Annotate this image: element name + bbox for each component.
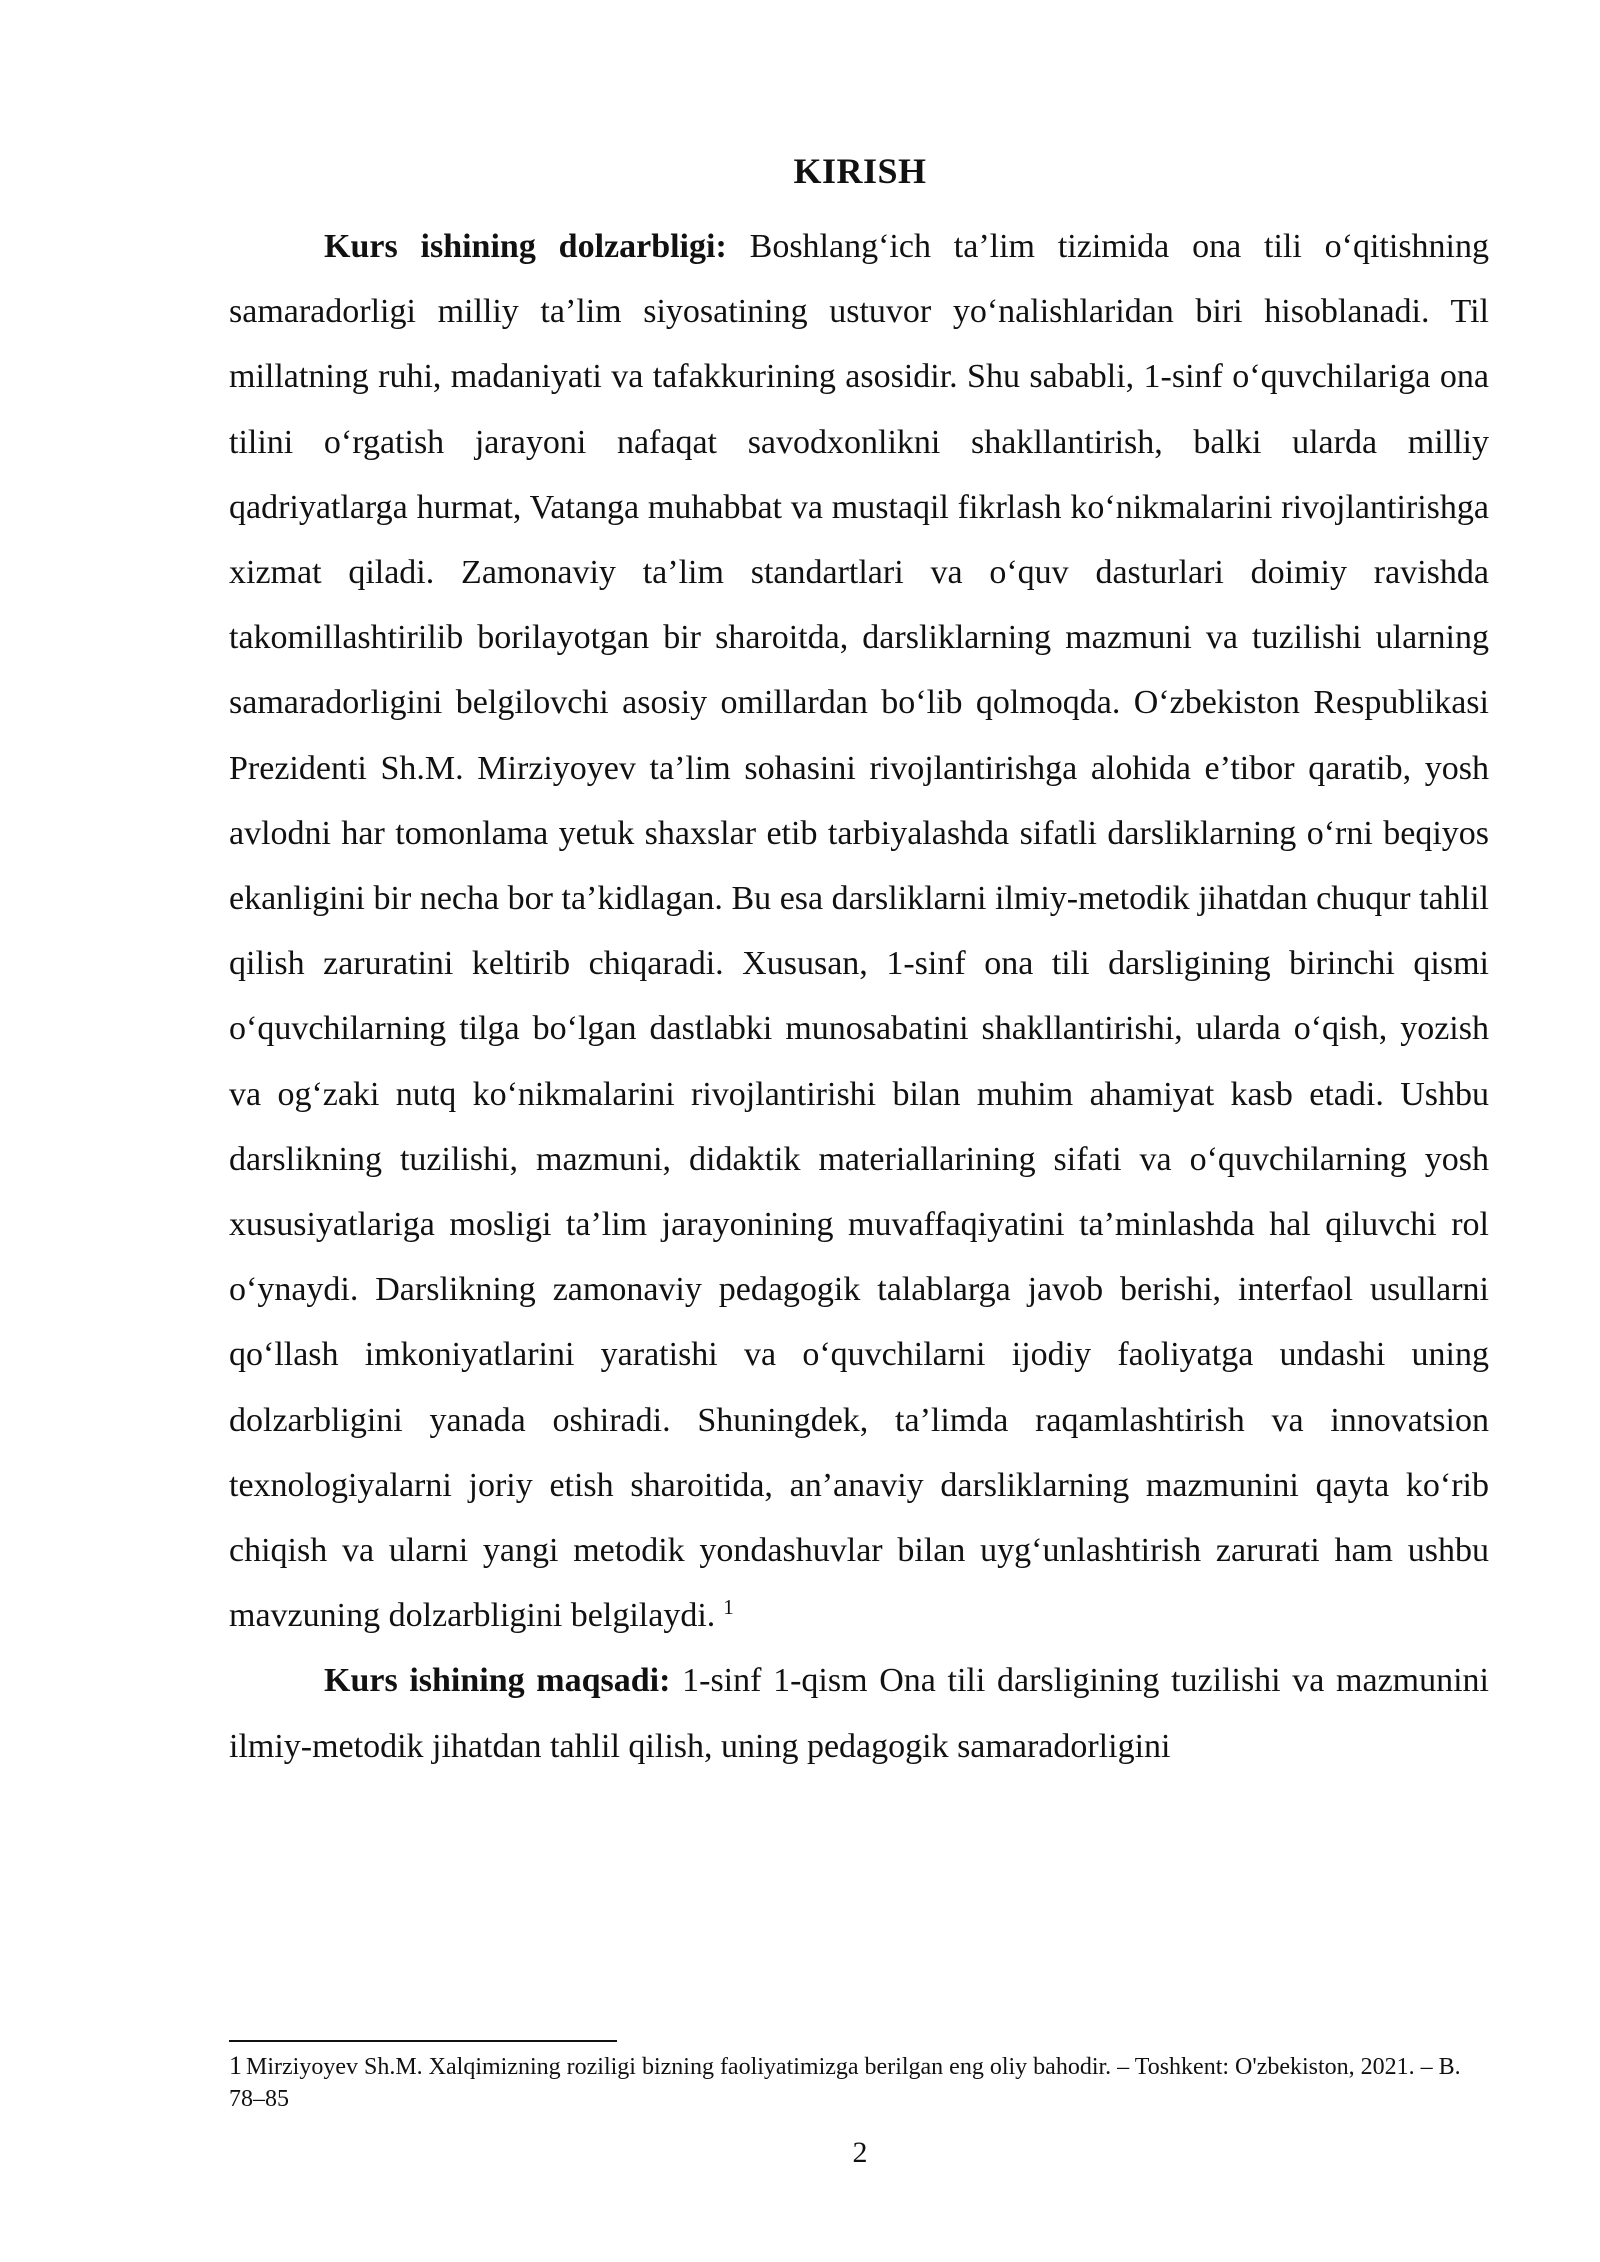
paragraph-text: 1-sinf 1-qism Ona tili darsligining tuzilishi va mazmunini ilmiy-metodik jihatdan tahlil qilish, uning pedagogik samaradorligini xyxy=(229,1662,1490,1765)
section-heading: KIRISH xyxy=(793,151,927,191)
page-number: 2 xyxy=(852,2136,868,2169)
footnote-text: Mirziyoyev Sh.M. Xalqimizning roziligi bizning faoliyatimizga berilgan eng oliy bahodir. – Toshkent: O'zbekiston, 2021. – B. 78–85 xyxy=(229,2054,1461,2112)
footnote-reference[interactable]: 1 xyxy=(723,1594,734,1619)
footnote-number: 1 xyxy=(229,2051,242,2080)
footnote-separator xyxy=(229,2040,617,2042)
paragraph-lead: Kurs ishining maqsadi: xyxy=(324,1662,671,1700)
body-text xyxy=(229,214,1489,1779)
footnote xyxy=(229,2050,1489,2115)
paragraph-goal xyxy=(229,1648,1489,1778)
paragraph-text: Boshlang‘ich ta’lim tizimida ona tili o‘qitishning samaradorligi milliy ta’lim siyosatining ustuvor yo‘nalishlaridan biri hisoblanadi. Til millatning ruhi, madaniyati va tafakkurining asosidir. Shu sababli, 1-sinf o‘quvchilariga ona tilini o‘rgatish jarayoni nafaqat savodxonlikni shakllantirish, balki ularda milliy qadriyatlarga hurmat, Vatanga muhabbat va mustaqil fikrlash ko‘nikmalarini rivojlantirishga xizmat qiladi. Zamonaviy ta’lim standartlari va o‘quv dasturlari doimiy ravishda takomillashtirilib borilayotgan bir sharoitda, darsliklarning mazmuni va tuzilishi ularning samaradorligini belgilovchi asosiy omillardan bo‘lib qolmoqda. O‘zbekiston Respublikasi Prezidenti Sh.M. Mirziyoyev ta’lim sohasini rivojlantirishga alohida e’tibor qaratib, yosh avlodni har tomonlama yetuk shaxslar etib tarbiyalashda sifatli darsliklarning o‘rni beqiyos ekanligini bir necha bor ta’kidlagan. Bu esa darsliklarni ilmiy-metodik jihatdan chuqur tahlil qilish zaruratini keltirib chiqaradi. Xususan, 1-sinf ona tili darsligining birinchi qismi o‘quvchilarning tilga bo‘lgan dastlabki munosabatini shakllantirishi, ularda o‘qish, yozish va og‘zaki nutq ko‘nikmalarini rivojlantirishi bilan muhim ahamiyat kasb etadi. Ushbu darslikning tuzilishi, mazmuni, didaktik materiallarining sifati va o‘quvchilarning yosh xususiyatlariga mosligi ta’lim jarayonining muvaffaqiyatini ta’minlashda hal qiluvchi rol o‘ynaydi. Darslikning zamonaviy pedagogik talablarga javob berishi, interfaol usullarni qo‘llash imkoniyatlarini yaratishi va o‘quvchilarni ijodiy faoliyatga undashi uning dolzarbligini yanada oshiradi. Shuningdek, ta’limda raqamlashtirish va innovatsion texnologiyalarni joriy etish sharoitida, an’anaviy darsliklarning mazmunini qayta ko‘rib chiqish va ularni yangi metodik yondashuvlar bilan uyg‘unlashtirish zarurati ham ushbu mavzuning dolzarbligini belgilaydi. xyxy=(229,228,1490,1635)
paragraph-lead: Kurs ishining dolzarbligi: xyxy=(324,228,727,265)
paragraph-relevance xyxy=(229,214,1489,1648)
